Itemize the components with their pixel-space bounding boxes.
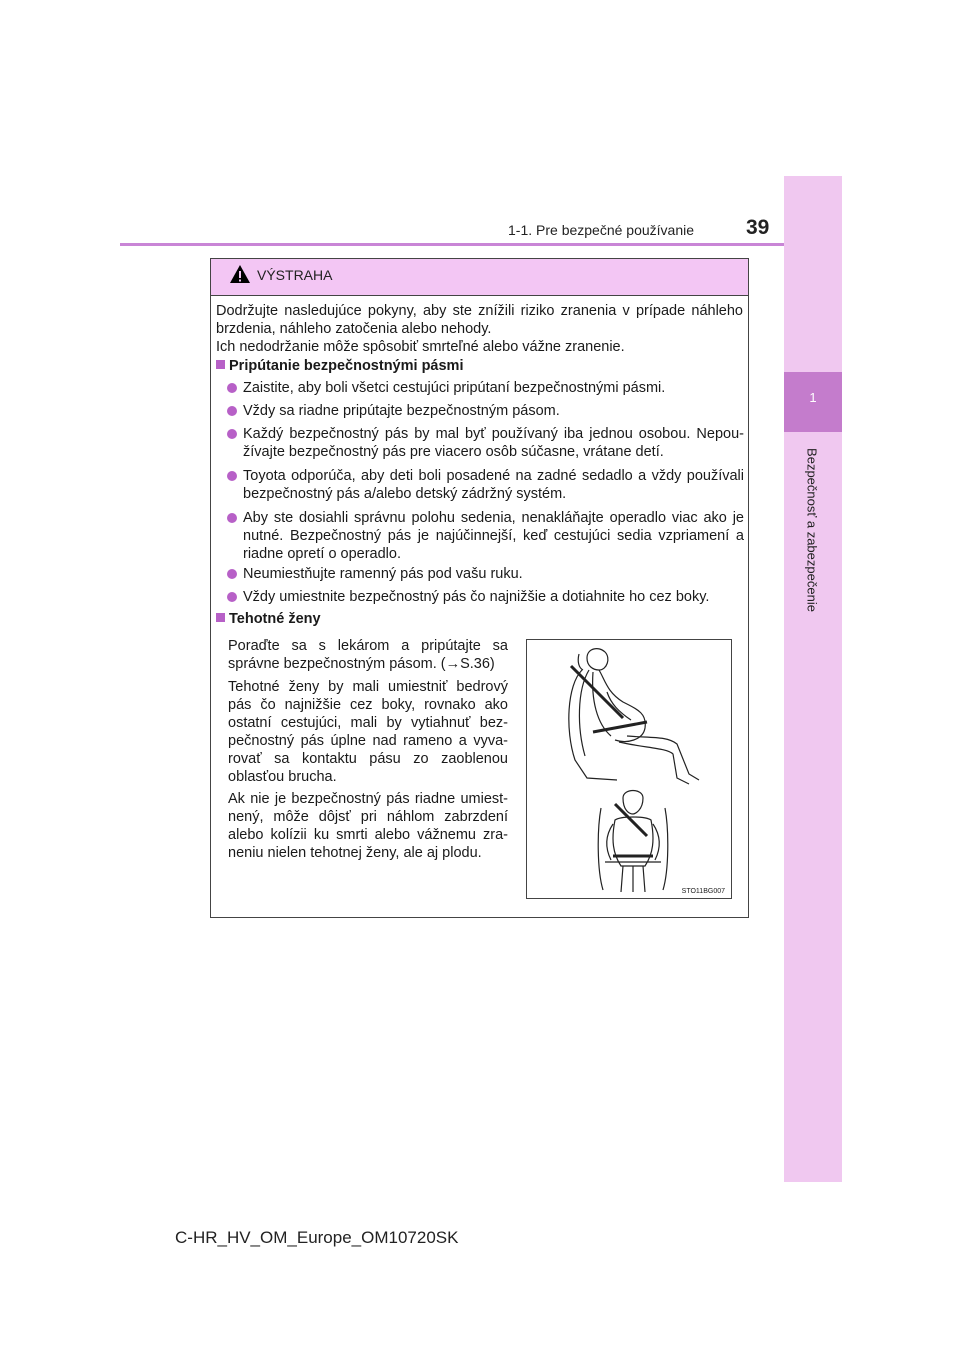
bullet-text: Aby ste dosiahli správnu polohu sedenia, nenakláňajte operadlo viac ako je nutné. Bezpečnostný pás je najúčinnejší, keď cestujúci sedia vzpriamení a riadne opretí o operadlo. (243, 510, 744, 562)
bullet-item (227, 565, 744, 583)
bullet-text: Zaistite, aby boli všetci cestujúci pripútaní bezpečnostnými pásmi. (243, 380, 666, 396)
square-bullet-icon (216, 613, 225, 622)
warning-intro (216, 302, 743, 356)
bullet-text: Toyota odporúča, aby deti boli posadené na zadné sedadlo a vždy používali bezpečnostný pás a/alebo detský zádržný systém. (243, 468, 744, 502)
page-number: 39 (746, 216, 770, 239)
chapter-number[interactable]: 1 (784, 372, 842, 432)
bullet-item (227, 379, 744, 397)
bullet-item (227, 509, 744, 563)
bullet-text: Vždy sa riadne pripútajte bezpečnostným pásom. (243, 403, 560, 419)
bullet-dot-icon (227, 406, 237, 416)
document-id: C-HR_HV_OM_Europe_OM10720SK (175, 1228, 459, 1247)
pregnant-paragraph: Poraďte sa s lekárom a pripútajte sa správne bezpečnostným pásom. (→S.36) (228, 638, 508, 672)
warning-triangle-icon (229, 264, 251, 284)
intro-line-2: Ich nedodržanie môže spôsobiť smrteľné alebo vážne zranenie. (216, 339, 625, 355)
bullet-item (227, 467, 744, 503)
bullet-dot-icon (227, 569, 237, 579)
warning-header (211, 259, 748, 296)
warning-box (210, 258, 749, 918)
chapter-label: Bezpečnosť a zabezpečenie (804, 448, 820, 612)
section-title: 1-1. Pre bezpečné používanie (508, 222, 695, 238)
bullet-dot-icon (227, 592, 237, 602)
header-divider (120, 243, 784, 246)
chapter-side-tab[interactable] (784, 176, 842, 1182)
section-heading-text: Tehotné ženy (229, 611, 321, 627)
pregnant-paragraph: Ak nie je bezpečnostný pás riadne umiest-nený, môže dôjsť pri náhlom zabrzdení alebo kolízii ku smrti alebo vážnemu zra-neniu nielen tehotnej ženy, ale aj plodu. (228, 791, 508, 861)
pregnant-paragraph: Tehotné ženy by mali umiestniť bedrový pás čo najnižšie cez boky, rovnako ako ostatní cestujúci, mali by vytiahnuť bez-pečnostný pás úplne nad rameno a vyva-rovať sa kontaktu pásu zo zaoblenou oblasťou brucha. (228, 679, 508, 785)
section-heading-seatbelts (216, 358, 463, 374)
section-heading-pregnant (216, 611, 321, 627)
bullet-text: Vždy umiestnite bezpečnostný pás čo najnižšie a dotiahnite ho cez boky. (243, 589, 710, 605)
section-heading-text: Pripútanie bezpečnostnými pásmi (229, 358, 464, 374)
bullet-dot-icon (227, 513, 237, 523)
bullet-text: Neumiestňujte ramenný pás pod vašu ruku. (243, 566, 523, 582)
bullet-item (227, 425, 744, 461)
bullet-item (227, 402, 744, 420)
bullet-item (227, 588, 744, 606)
warning-title: VÝSTRAHA (257, 267, 333, 283)
square-bullet-icon (216, 360, 225, 369)
bullet-dot-icon (227, 383, 237, 393)
figure-code: STO11BG007 (681, 888, 725, 895)
bullet-dot-icon (227, 429, 237, 439)
seated-woman-illustration (527, 640, 731, 898)
pregnant-seatbelt-illustration (526, 639, 732, 899)
intro-line-1: Dodržujte nasledujúce pokyny, aby ste znížili riziko zranenia v prípade náhleho brzdenia, náhleho zatočenia alebo nehody. (216, 303, 743, 337)
bullet-dot-icon (227, 471, 237, 481)
bullet-text: Každý bezpečnostný pás by mal byť používaný iba jednou osobou. Nepou-žívajte bezpečnostný pás pre viacero osôb súčasne, vrátane detí. (243, 426, 744, 460)
